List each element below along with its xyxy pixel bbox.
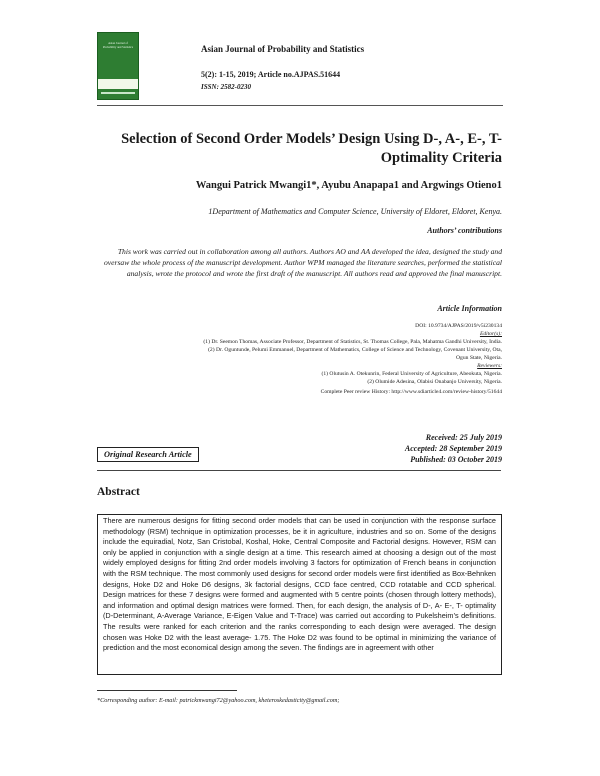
- abstract-heading: Abstract: [97, 486, 140, 498]
- issn: ISSN: 2582-0230: [201, 83, 251, 91]
- paper-title: Selection of Second Order Models’ Design Using D-, A-, E-, T-Optimality Criteria: [121, 131, 502, 166]
- abstract-box: [97, 514, 502, 675]
- contributions-text: This work was carried out in collaboration among all authors. Authors AO and AA developed the idea, designed the study and oversaw the whole process of the manuscript development. Author WPM managed the literature searches, performed the statistical analysis, wrote the protocol and wrote the first draft of the manuscript. All authors read and approved the final manuscript.: [103, 247, 502, 278]
- volume-info: 5(2): 1-15, 2019; Article no.AJPAS.51644: [201, 70, 341, 79]
- doi: DOI: 10.9734/AJPAS/2019/v5i230134: [415, 323, 502, 329]
- date-accepted: Accepted: 28 September 2019: [404, 444, 502, 453]
- review-history-link[interactable]: Complete Peer review History: http://www.sdiarticle4.com/review-history/51644: [320, 389, 502, 395]
- date-received: Received: 25 July 2019: [425, 433, 502, 442]
- corresponding-author-footnote: *Corresponding author: E-mail: patrickmwangi72@yahoo.com, kheteroskedasticity@gmail.com;: [97, 697, 340, 704]
- journal-cover-thumbnail: [97, 32, 139, 100]
- editor-1: (1) Dr. Seemon Thomas, Associate Professor, Department of Statistics, St. Thomas College, Pala, Mahatma Gandhi University, India.: [203, 339, 502, 345]
- section-divider: [97, 470, 501, 471]
- header-divider: [97, 105, 503, 106]
- cover-title: Asian Journal of Probability and Statistics: [103, 41, 133, 49]
- reviewer-1: (1) Olutusin A. Otekunrin, Federal University of Agriculture, Abeokuta, Nigeria.: [321, 371, 502, 377]
- footnote-rule: [97, 690, 237, 691]
- reviewers-label: Reviewers:: [477, 363, 502, 369]
- editor-2: (2) Dr. Oguntunde, Pelumi Emmanuel, Department of Mathematics, College of Science and Technology, Covenant University, Ota,: [208, 347, 502, 353]
- contributions-heading: Authors’ contributions: [427, 226, 502, 235]
- article-info-heading: Article Information: [437, 304, 502, 313]
- cover-bar: [101, 92, 135, 94]
- reviewer-2: (2) Olumide Adesina, Olabisi Onabanjo University, Nigeria.: [367, 379, 502, 385]
- cover-band: [98, 79, 138, 89]
- journal-name: Asian Journal of Probability and Statistics: [201, 44, 365, 54]
- date-published: Published: 03 October 2019: [410, 455, 502, 464]
- editors-label: Editor(s):: [479, 331, 502, 337]
- editor-2-continued: Ogun State, Nigeria.: [456, 355, 502, 361]
- author-list: Wangui Patrick Mwangi1*, Ayubu Anapapa1 and Argwings Otieno1: [195, 180, 502, 191]
- abstract-text: There are numerous designs for fitting second order models that can be used in conjunction with the response surface methodology (RSM) technique in optimization processes, be it in agriculture, industries and so on. Some of the designs include the equiradial, Notz, San Cristobal, Koshal, Hoke, Central Composite and Factorial designs. However, RSM can only be applied in conjunction with a single design at a time. This research aimed at choosing a design out of the most widely employed designs for fitting 2nd order models involving 3 factors for optimization of French beans in conjunction with the RSM technique. The most commonly used designs for second order models were first identified as Box-Behnken designs, Hoke D2 and Hoke D6 designs, 3k factorial designs, CCD face centred, CCD rotatable and CCD spherical. Design matrices for these 7 designs were formed and augmented with 5 centre points (chosen through lottery methods), and information and optimal design matrices were formed. Then, for each design, the analysis of D-, A- E-, T- optimality (D-Determinant, A-Average Variance, E-Eigen Value and T-Trace) was carried out according to Pukelsheim’s definitions. The results were ranked for each criterion and the ranks corresponding to each design were averaged. The design chosen was Hoke D2 with the least average- 1.75. The Hoke D2 was found to be optimal in minimizing the variance of prediction and the most economical design among the seven. The findings are in agreement with other: [103, 516, 496, 653]
- article-type-label: Original Research Article: [97, 447, 199, 462]
- affiliation: 1Department of Mathematics and Computer Science, University of Eldoret, Eldoret, Kenya.: [208, 207, 502, 216]
